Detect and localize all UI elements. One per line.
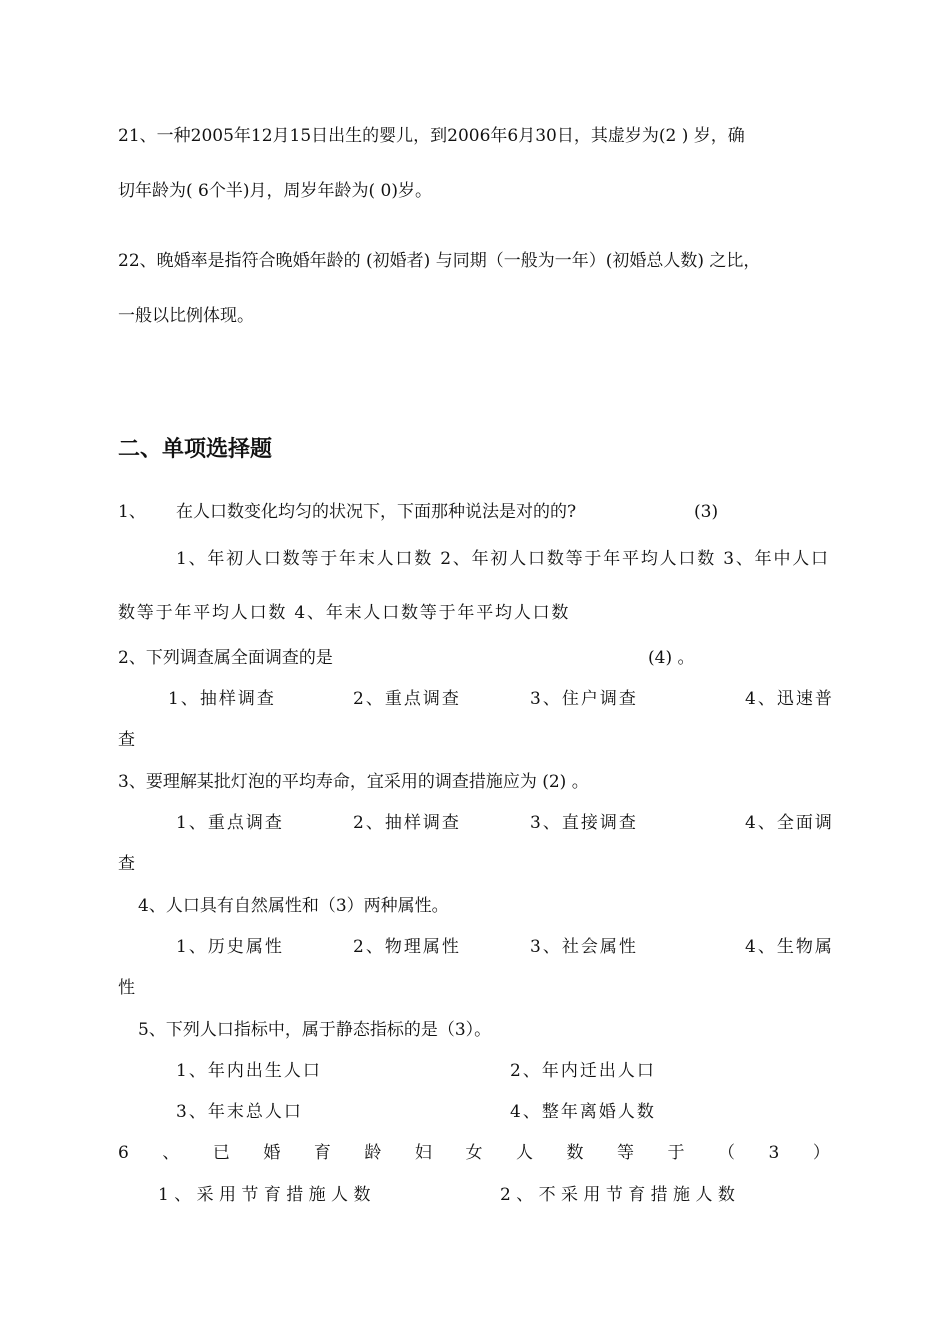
s6-option-2: 2 、 不 采 用 节 育 措 施 人 数 <box>500 1185 735 1205</box>
s6-char: 于 <box>667 1143 685 1163</box>
s6-option-1: 1 、 采 用 节 育 措 施 人 数 <box>158 1185 371 1205</box>
s5-option-2: 2、年内迁出人口 <box>510 1061 656 1081</box>
q21-line-2: 切年龄为( 6个半)月，周岁年龄为( 0)岁。 <box>118 181 432 201</box>
q22-line-2: 一般以比例体现。 <box>118 306 254 326</box>
s6-char: 龄 <box>364 1143 382 1163</box>
s2-option-4: 4、迅速普 <box>745 689 834 709</box>
s6-char: 婚 <box>263 1143 281 1163</box>
s2-question: 2、下列调查属全面调查的是 <box>118 648 333 668</box>
s6-char: 育 <box>313 1143 331 1163</box>
s6-question <box>118 1142 830 1164</box>
section-title: 二、单项选择题 <box>118 437 273 462</box>
s1-number: 1、 <box>118 502 146 522</box>
s4-option-tail: 性 <box>118 978 135 998</box>
q22-line-1: 22、晚婚率是指符合晚婚年龄的 (初婚者) 与同期（一般为一年）(初婚总人数) 之比， <box>118 251 761 271</box>
s6-char: 等 <box>616 1143 634 1163</box>
q21-line-1: 21、一种2005年12月15日出生的婴儿，到2006年6月30日，其虚岁为(2 ) 岁，确 <box>118 126 745 146</box>
s3-question: 3、要理解某批灯泡的平均寿命，宜采用的调查措施应为 (2) 。 <box>118 772 589 792</box>
s6-char: ） <box>812 1143 830 1163</box>
s6-char: 数 <box>566 1143 584 1163</box>
s1-options-2: 数等于年平均人口数 4、年末人口数等于年平均人口数 <box>118 603 571 623</box>
s1-answer: (3) <box>694 502 719 522</box>
s3-option-2: 2、抽样调查 <box>353 813 461 833</box>
s3-option-1: 1、重点调查 <box>176 813 284 833</box>
s6-char: 人 <box>515 1143 533 1163</box>
s6-char: （ <box>718 1143 736 1163</box>
s4-option-3: 3、社会属性 <box>530 937 638 957</box>
s3-option-tail: 查 <box>118 854 135 874</box>
s2-option-3: 3、住户调查 <box>530 689 638 709</box>
s5-option-3: 3、年末总人口 <box>176 1102 303 1122</box>
s2-option-2: 2、重点调查 <box>353 689 461 709</box>
s6-char: 6 <box>118 1143 129 1163</box>
s1-question: 在人口数变化均匀的状况下，下面那种说法是对的的? <box>176 502 577 522</box>
s3-option-4: 4、全面调 <box>745 813 834 833</box>
s6-char: 妇 <box>414 1143 432 1163</box>
s2-answer: (4) 。 <box>648 648 695 668</box>
s4-question: 4、人口具有自然属性和（3）两种属性。 <box>138 896 449 916</box>
s1-options-1: 1、年初人口数等于年末人口数 2、年初人口数等于年平均人口数 3、年中人口 <box>176 549 830 569</box>
s2-option-tail: 查 <box>118 730 135 750</box>
s4-option-2: 2、物理属性 <box>353 937 461 957</box>
s5-question: 5、下列人口指标中，属于静态指标的是（3）。 <box>138 1020 492 1040</box>
s6-char: 已 <box>212 1143 230 1163</box>
s3-option-3: 3、直接调查 <box>530 813 638 833</box>
s4-option-1: 1、历史属性 <box>176 937 284 957</box>
s6-char: 3 <box>768 1143 780 1163</box>
s2-option-1: 1、抽样调查 <box>168 689 276 709</box>
s5-option-1: 1、年内出生人口 <box>176 1061 322 1081</box>
s5-option-4: 4、整年离婚人数 <box>510 1102 656 1122</box>
s6-char: 女 <box>465 1143 483 1163</box>
s4-option-4: 4、生物属 <box>745 937 834 957</box>
s6-char: 、 <box>162 1143 180 1163</box>
